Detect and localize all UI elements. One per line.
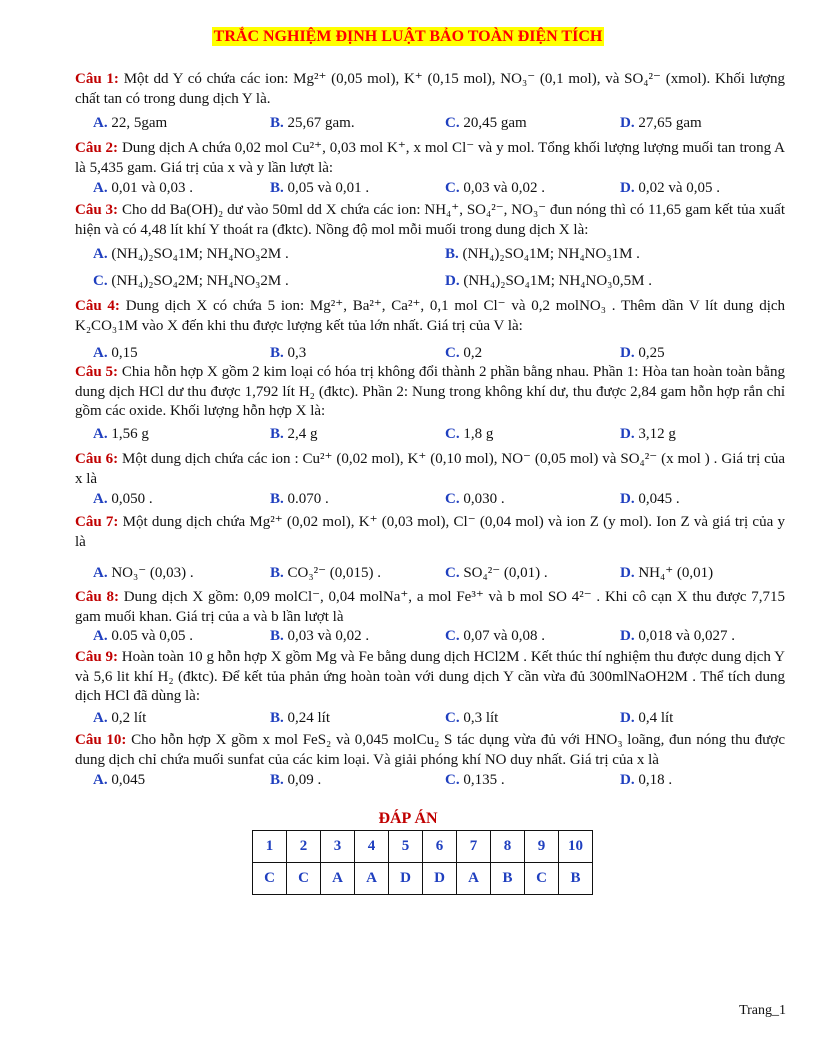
question-text: Một dung dịch chứa Mg²⁺ (0,02 mol), K⁺ (0,03 mol), Cl⁻ (0,04 mol) và ion Z (y mol). Ion Z và giá trị của y là	[75, 514, 785, 550]
option-letter: C.	[445, 115, 460, 131]
question-4	[75, 297, 785, 336]
option-letter: A.	[93, 180, 108, 196]
option-letter: B.	[270, 180, 284, 196]
question-label: Câu 7:	[75, 514, 119, 530]
option-letter: D.	[620, 345, 635, 361]
option-letter: D.	[620, 491, 635, 507]
answer-key-number: 3	[321, 831, 355, 863]
option-letter: D.	[620, 180, 635, 196]
option-letter: A.	[93, 710, 108, 726]
question-label: Câu 9:	[75, 649, 118, 665]
option-d: D. 27,65 gam	[620, 115, 702, 131]
option-c: C. 0,07 và 0,08 .	[445, 628, 546, 644]
option-letter: C.	[445, 345, 460, 361]
option-letter: C.	[445, 565, 460, 581]
answer-key-numbers-row	[253, 831, 593, 863]
option-d: D. (NH₄)₂SO₄1M; NH₄NO₃0,5M .	[445, 273, 652, 289]
question-text: Dung dịch X gồm: 0,09 molCl⁻, 0,04 molNa⁺, a mol Fe³⁺ và b mol SO 4²⁻ . Khi cô cạn X thu được 7,715 gam muối khan. Giá trị của a và b lần lượt là	[75, 589, 785, 625]
options-2	[93, 180, 793, 200]
question-label: Câu 2:	[75, 140, 119, 156]
options-5	[93, 426, 793, 446]
option-b: B. CO₃²⁻ (0,015) .	[270, 565, 381, 581]
question-text: Chia hỗn hợp X gồm 2 kim loại có hóa trị không đổi thành 2 phần bằng nhau. Phần 1: Hòa tan hoàn toàn bằng dung dịch HCl dư thu được 1,792 lít H₂ (đktc). Phần 2: Nung trong không khí dư, thu được 2,84 gam hỗn hợp rắn chỉ gồm các oxide. Khối lượng hỗn hợp X là:	[75, 364, 786, 419]
question-label: Câu 1:	[75, 71, 119, 87]
answer-key-letter: C	[253, 863, 287, 895]
option-letter: B.	[270, 491, 284, 507]
answer-key-letter: A	[321, 863, 355, 895]
options-8	[93, 628, 793, 648]
answer-key-letter: B	[491, 863, 525, 895]
option-a: A. 0,045	[93, 772, 146, 788]
answer-key-letter: A	[457, 863, 491, 895]
option-letter: C.	[445, 491, 460, 507]
option-b: B. 0,03 và 0,02 .	[270, 628, 370, 644]
option-c: C. 1,8 g	[445, 426, 494, 442]
options-3a	[93, 246, 793, 266]
option-c: C. 0,135 .	[445, 772, 505, 788]
option-letter: B.	[270, 115, 284, 131]
option-c: C. 0,030 .	[445, 491, 505, 507]
option-b: B. 0,3	[270, 345, 307, 361]
option-a: A. 0,2 lít	[93, 710, 147, 726]
options-4	[93, 345, 793, 365]
question-text: Một dung dịch chứa các ion : Cu²⁺ (0,02 mol), K⁺ (0,10 mol), NO⁻ (0,05 mol) và SO₄²⁻ (x mol ) . Giá trị của x là	[75, 451, 785, 487]
question-8	[75, 588, 785, 627]
question-text: Dung dịch A chứa 0,02 mol Cu²⁺, 0,03 mol K⁺, x mol Cl⁻ và y mol. Tổng khối lượng lượng muối tan trong A là 5,435 gam. Giá trị của x và y lần lượt là:	[75, 140, 785, 176]
answer-key-number: 9	[525, 831, 559, 863]
question-9	[75, 648, 785, 707]
question-label: Câu 4:	[75, 298, 120, 314]
option-letter: B.	[270, 710, 284, 726]
answer-key-letter: A	[355, 863, 389, 895]
question-label: Câu 5:	[75, 364, 118, 380]
option-letter: B.	[270, 565, 284, 581]
option-b: B. 0,09 .	[270, 772, 322, 788]
option-letter: D.	[620, 565, 635, 581]
question-text: Cho dd Ba(OH)₂ dư vào 50ml dd X chứa các ion: NH₄⁺, SO₄²⁻, NO₃⁻ đun nóng thì có 11,65 gam kết tủa xuất hiện và có 4,48 lít khí Y thoát ra (đktc). Nồng độ mol mỗi muối trong dung dịch X là:	[75, 202, 786, 238]
option-d: D. 0,018 và 0,027 .	[620, 628, 736, 644]
question-label: Câu 8:	[75, 589, 119, 605]
question-2	[75, 139, 785, 178]
answer-key-number: 4	[355, 831, 389, 863]
option-c: C. 0,2	[445, 345, 483, 361]
option-letter: B.	[270, 426, 284, 442]
options-10	[93, 772, 793, 792]
option-d: D. 0,25	[620, 345, 665, 361]
option-c: C. 0,3 lít	[445, 710, 499, 726]
question-5	[75, 363, 785, 422]
option-c: C. (NH₄)₂SO₄2M; NH₄NO₃2M .	[93, 273, 289, 289]
option-letter: B.	[270, 628, 284, 644]
option-b: B. 25,67 gam.	[270, 115, 355, 131]
option-letter: A.	[93, 115, 108, 131]
option-letter: B.	[270, 345, 284, 361]
option-letter: B.	[270, 772, 284, 788]
option-c: C. SO₄²⁻ (0,01) .	[445, 565, 548, 581]
answer-key-number: 1	[253, 831, 287, 863]
options-7	[93, 563, 793, 583]
question-3	[75, 201, 785, 240]
answer-key-letter: B	[559, 863, 593, 895]
answer-key-letters-row	[253, 863, 593, 895]
options-6	[93, 491, 793, 511]
option-a: A. (NH₄)₂SO₄1M; NH₄NO₃2M .	[93, 246, 289, 262]
answer-key-table	[252, 830, 593, 895]
option-letter: A.	[93, 426, 108, 442]
option-b: B. 0.070 .	[270, 491, 329, 507]
option-letter: D.	[620, 628, 635, 644]
document-title-wrap	[0, 28, 816, 46]
question-7	[75, 513, 785, 552]
option-letter: C.	[445, 628, 460, 644]
option-letter: A.	[93, 345, 108, 361]
option-b: B. 2,4 g	[270, 426, 318, 442]
option-a: A. 0.05 và 0,05 .	[93, 628, 194, 644]
option-letter: A.	[93, 246, 108, 262]
options-9	[93, 710, 793, 730]
answer-key-number: 7	[457, 831, 491, 863]
option-letter: A.	[93, 628, 108, 644]
question-6	[75, 450, 785, 489]
answer-key-letter: C	[525, 863, 559, 895]
options-1	[93, 115, 793, 135]
option-letter: D.	[620, 426, 635, 442]
answer-key-number: 8	[491, 831, 525, 863]
option-a: A. NO₃⁻ (0,03) .	[93, 565, 194, 581]
page-number: Trang_1	[739, 1003, 786, 1018]
question-label: Câu 10:	[75, 732, 127, 748]
option-d: D. 0,18 .	[620, 772, 673, 788]
options-3b	[93, 273, 793, 293]
document-title: TRẮC NGHIỆM ĐỊNH LUẬT BẢO TOÀN ĐIỆN TÍCH	[213, 28, 603, 45]
option-b: B. (NH₄)₂SO₄1M; NH₄NO₃1M .	[445, 246, 640, 262]
question-text: Hoàn toàn 10 g hỗn hợp X gồm Mg và Fe bằng dung dịch HCl2M . Kết thúc thí nghiệm thu được dung dịch Y và 5,6 lit khí H₂ (đktc). Để kết tủa phản ứng hoàn toàn với dung dịch Y cần vừa đủ 300mlNaOH2M . Thể tích dung dịch HCl đã dùng là:	[75, 649, 785, 704]
option-a: A. 1,56 g	[93, 426, 149, 442]
option-letter: C.	[445, 426, 460, 442]
option-letter: D.	[620, 710, 635, 726]
option-letter: A.	[93, 772, 108, 788]
option-a: A. 0,15	[93, 345, 138, 361]
question-label: Câu 6:	[75, 451, 119, 467]
option-d: D. 0,02 và 0,05 .	[620, 180, 721, 196]
option-letter: D.	[620, 115, 635, 131]
option-letter: A.	[93, 491, 108, 507]
option-a: A. 0,050 .	[93, 491, 153, 507]
option-letter: C.	[445, 710, 460, 726]
option-letter: C.	[93, 273, 108, 289]
answer-key-number: 5	[389, 831, 423, 863]
answer-key-number: 2	[287, 831, 321, 863]
option-b: B. 0,24 lít	[270, 710, 331, 726]
option-a: A. 0,01 và 0,03 .	[93, 180, 194, 196]
question-text: Cho hỗn hợp X gồm x mol FeS₂ và 0,045 molCu₂ S tác dụng vừa đủ với HNO₃ loãng, đun nóng thu được dung dịch chỉ chứa muối sunfat của các kim loại. Và giải phóng khí NO duy nhất. Giá trị của x là	[75, 732, 786, 768]
option-c: C. 20,45 gam	[445, 115, 527, 131]
option-b: B. 0,05 và 0,01 .	[270, 180, 370, 196]
answer-key-letter: D	[423, 863, 457, 895]
answer-key-letter: D	[389, 863, 423, 895]
option-d: D. 0,045 .	[620, 491, 680, 507]
option-d: D. NH₄⁺ (0,01)	[620, 565, 714, 581]
question-text: Một dd Y có chứa các ion: Mg²⁺ (0,05 mol), K⁺ (0,15 mol), NO₃⁻ (0,1 mol), và SO₄²⁻ (xmol). Khối lượng chất tan có trong dung dịch Y là.	[75, 71, 786, 107]
option-letter: C.	[445, 180, 460, 196]
option-letter: B.	[445, 246, 459, 262]
answer-key-title: ĐÁP ÁN	[378, 810, 438, 827]
question-10	[75, 731, 785, 770]
answer-key-number: 6	[423, 831, 457, 863]
option-letter: D.	[620, 772, 635, 788]
question-1	[75, 70, 785, 109]
option-letter: D.	[445, 273, 460, 289]
answer-key-letter: C	[287, 863, 321, 895]
option-letter: C.	[445, 772, 460, 788]
question-text: Dung dịch X có chứa 5 ion: Mg²⁺, Ba²⁺, Ca²⁺, 0,1 mol Cl⁻ và 0,2 molNO₃ . Thêm dần V lít dung dịch K₂CO₃1M vào X đến khi thu được lượng kết tủa lớn nhất. Giá trị của V là:	[75, 298, 786, 334]
option-d: D. 0,4 lít	[620, 710, 674, 726]
option-a: A. 22, 5gam	[93, 115, 168, 131]
option-c: C. 0,03 và 0,02 .	[445, 180, 546, 196]
option-d: D. 3,12 g	[620, 426, 676, 442]
option-letter: A.	[93, 565, 108, 581]
answer-key-number: 10	[559, 831, 593, 863]
question-label: Câu 3:	[75, 202, 119, 218]
